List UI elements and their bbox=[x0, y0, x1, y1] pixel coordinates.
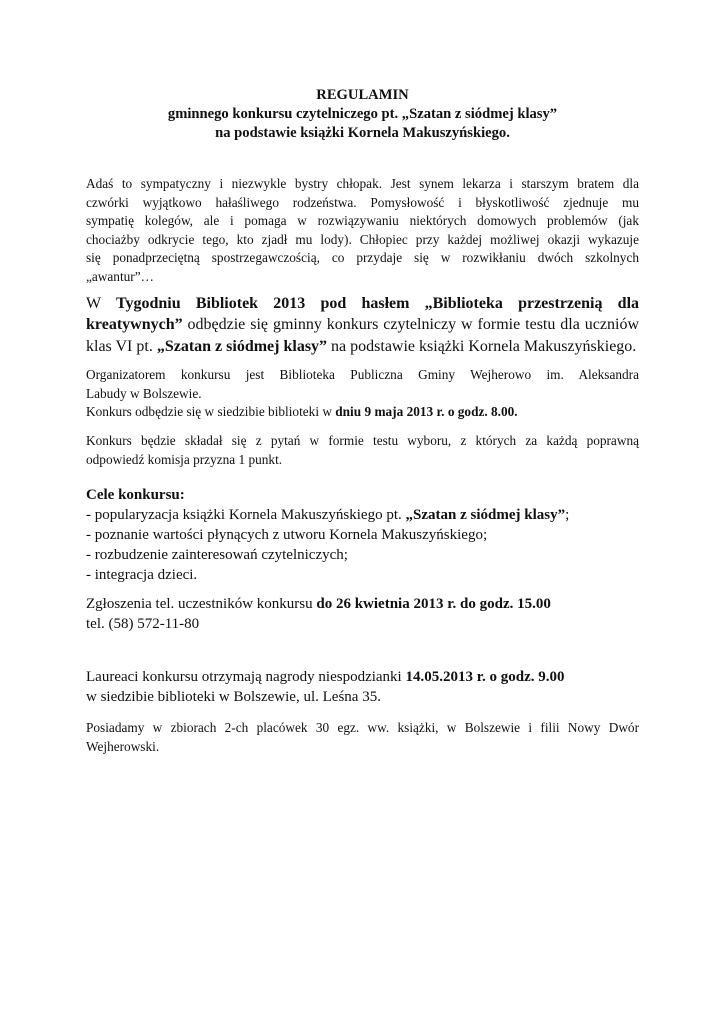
contest-bold-text: Tygodniu Bibliotek 2013 pod hasłem „Biblioteka przestrzenią dla bbox=[116, 295, 640, 312]
organizer-line: Organizatorem konkursu jest Biblioteka Publiczna Gminy Wejherowo im. Aleksandra bbox=[86, 367, 639, 382]
registration-deadline: do 26 kwietnia 2013 r. do godz. 15.00 bbox=[316, 596, 551, 612]
goal-item: - rozbudzenie zainteresowań czytelniczych; bbox=[86, 547, 348, 563]
document-subtitle-2: na podstawie książki Kornela Makuszyńskiego. bbox=[215, 125, 510, 141]
registration-line bbox=[86, 594, 639, 614]
contest-line bbox=[86, 336, 639, 357]
copies-line: Wejherowski. bbox=[86, 738, 160, 754]
prizes-date: 14.05.2013 r. o godz. 9.00 bbox=[405, 669, 565, 685]
contest-text: klas VI pt. bbox=[86, 337, 157, 355]
organizer-paragraph bbox=[86, 366, 639, 422]
contest-text: W bbox=[86, 295, 117, 312]
copies-line: Posiadamy w zbiorach 2-ch placówek 30 egz. ww. książki, w Bolszewie i filii Nowy Dwór bbox=[86, 720, 639, 735]
goal-item: - integracja dzieci. bbox=[86, 567, 198, 583]
document-subtitle: gminnego konkursu czytelniczego pt. „Szatan z siódmej klasy” bbox=[167, 106, 558, 122]
intro-line: się ponadprzeciętną spostrzegawczością, co przydaje się w rozwikłaniu dwóch szkolnych bbox=[86, 250, 639, 265]
goal-item bbox=[86, 505, 639, 525]
document-title: REGULAMIN bbox=[316, 87, 409, 103]
registration-phone: tel. (58) 572-11-80 bbox=[86, 616, 200, 632]
goal-item: - poznanie wartości płynących z utworu Kornela Makuszyńskiego; bbox=[86, 527, 488, 543]
contest-line bbox=[86, 314, 639, 335]
registration-text: Zgłoszenia tel. uczestników konkursu bbox=[86, 596, 317, 612]
prizes-text: Laureaci konkursu otrzymają nagrody niespodzianki bbox=[86, 669, 406, 685]
prizes-paragraph bbox=[86, 667, 639, 707]
contest-paragraph bbox=[86, 293, 639, 357]
contest-date: dniu 9 maja 2013 r. o godz. 8.00. bbox=[335, 404, 518, 419]
prizes-location: w siedzibie biblioteki w Bolszewie, ul. Leśna 35. bbox=[86, 689, 381, 705]
organizer-line: Labudy w Bolszewie. bbox=[86, 385, 202, 401]
test-line: odpowiedź komisja przyzna 1 punkt. bbox=[86, 451, 283, 467]
prizes-line bbox=[86, 667, 639, 687]
book-title: „Szatan z siódmej klasy” bbox=[405, 507, 566, 523]
intro-line: chociażby odkrycie tego, kto zjadł mu lody). Chłopiec przy każdej możliwej okazji wykazuje bbox=[86, 231, 639, 247]
document-header bbox=[86, 86, 639, 143]
intro-line: Adaś to sympatyczny i niezwykle bystry chłopak. Jest synem lekarza i starszym bratem dla bbox=[86, 176, 639, 191]
registration-paragraph bbox=[86, 594, 639, 634]
contest-date-text: Konkurs odbędzie się w siedzibie biblioteki w bbox=[86, 404, 336, 419]
goal-text: ; bbox=[565, 507, 570, 523]
contest-bold-text: kreatywnych” bbox=[86, 316, 183, 334]
contest-text: na podstawie książki Kornela Makuszyńskiego. bbox=[327, 337, 637, 355]
goals-heading bbox=[86, 485, 639, 505]
book-title: „Szatan z siódmej klasy” bbox=[156, 337, 328, 355]
contest-text: odbędzie się gminny konkurs czytelniczy w formie testu dla uczniów bbox=[182, 316, 639, 334]
intro-line: „awantur”… bbox=[86, 268, 154, 284]
contest-date-line bbox=[86, 403, 639, 422]
intro-line: sympatię kolegów, ale i pomaga w rozwiązywaniu niektórych domowych problemów (jak bbox=[86, 213, 639, 228]
copies-paragraph bbox=[86, 719, 639, 756]
test-paragraph bbox=[86, 432, 639, 469]
intro-paragraph bbox=[86, 175, 639, 286]
goals-section bbox=[86, 485, 639, 585]
test-line: Konkurs będzie składał się z pytań w formie testu wyboru, z których za każdą poprawną bbox=[86, 433, 639, 448]
contest-line bbox=[86, 293, 639, 314]
intro-line: czwórki wyjątkowo hałaśliwego rodzeństwa. Pomysłowość i błyskotliwość zjednuje mu bbox=[86, 194, 639, 210]
goal-text: - popularyzacja książki Kornela Makuszyńskiego pt. bbox=[86, 507, 406, 523]
goals-heading-text: Cele konkursu: bbox=[86, 487, 185, 503]
